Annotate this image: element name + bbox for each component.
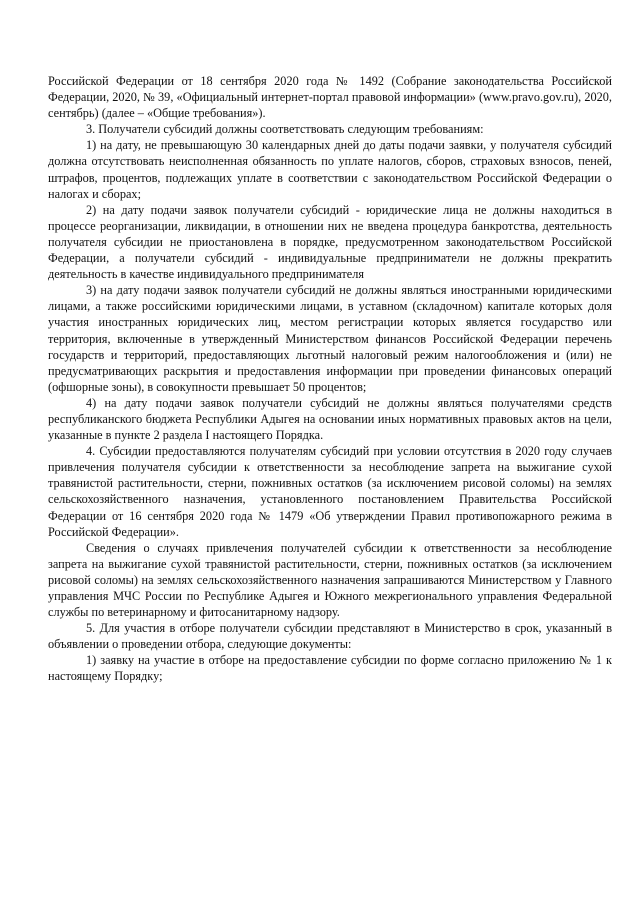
paragraph-item-5: 5. Для участия в отборе получатели субсидии представляют в Министерство в срок, указанный в объявлении о проведении отбора, следующие документы:	[48, 621, 612, 652]
paragraph-continuation: Российской Федерации от 18 сентября 2020 года № 1492 (Собрание законодательства Российской Федерации, 2020, № 39, «Официальный интернет-портал правовой информации» (www.pravo.gov.ru), 2020, сентябрь) (далее – «Общие требования»).	[48, 74, 612, 121]
paragraph-item-3-2: 2) на дату подачи заявок получатели субсидий - юридические лица не должны находиться в процессе реорганизации, ликвидации, в отношении них не введена процедура банкротства, деятельность получателя субсидии не приостановлена в порядке, предусмотренном законодательством Российской Федерации, а получатели субсидий - индивидуальные предприниматели не должны прекратить деятельность в качестве индивидуального предпринимателя	[48, 202, 612, 282]
paragraph-item-3-1: 1) на дату, не превышающую 30 календарных дней до даты подачи заявки, у получателя субсидий должна отсутствовать неисполненная обязанность по уплате налогов, сборов, страховых взносов, пеней, штрафов, процентов, подлежащих уплате в соответствии с законодательством Российской Федерации о налогах и сборах;	[48, 138, 612, 201]
paragraph-item-3-3: 3) на дату подачи заявок получатели субсидий не должны являться иностранными юридическими лицами, а также российскими юридическими лицами, в уставном (складочном) капитале которых доля участия иностранных юридических лиц, местом регистрации которых является государство или территория, включенные в утвержденный Министерством финансов Российской Федерации перечень государств и территорий, предоставляющих льготный налоговый режим налогообложения и (или) не предусматривающих раскрытия и предоставления информации при проведении финансовых операций (офшорные зоны), в совокупности превышает 50 процентов;	[48, 283, 612, 394]
paragraph-item-4-details: Сведения о случаях привлечения получателей субсидии к ответственности за несоблюдение запрета на выжигание сухой травянистой растительности, стерни, пожнивных остатков (за исключением рисовой соломы) на землях сельскохозяйственного назначения запрашиваются Министерством у Главного управления МЧС России по Республике Адыгея и Южного межрегионального управления Федеральной службы по ветеринарному и фитосанитарному надзору.	[48, 540, 612, 620]
paragraph-item-3: 3. Получатели субсидий должны соответствовать следующим требованиям:	[86, 122, 484, 137]
paragraph-item-4: 4. Субсидии предоставляются получателям субсидий при условии отсутствия в 2020 году случаев привлечения получателя субсидии к ответственности за несоблюдение запрета на выжигание сухой травянистой растительности, стерни, пожнивных остатков (за исключением рисовой соломы) на землях сельскохозяйственного назначения, установленного постановлением Правительства Российской Федерации от 16 сентября 2020 года № 1479 «Об утверждении Правил противопожарного режима в Российской Федерации».	[48, 444, 612, 539]
paragraph-item-5-1: 1) заявку на участие в отборе на предоставление субсидии по форме согласно приложению № 1 к настоящему Порядку;	[48, 653, 612, 684]
paragraph-item-3-4: 4) на дату подачи заявок получатели субсидий не должны являться получателями средств республиканского бюджета Республики Адыгея на основании иных нормативных правовых актов на цели, указанные в пункте 2 раздела I настоящего Порядка.	[48, 395, 612, 443]
